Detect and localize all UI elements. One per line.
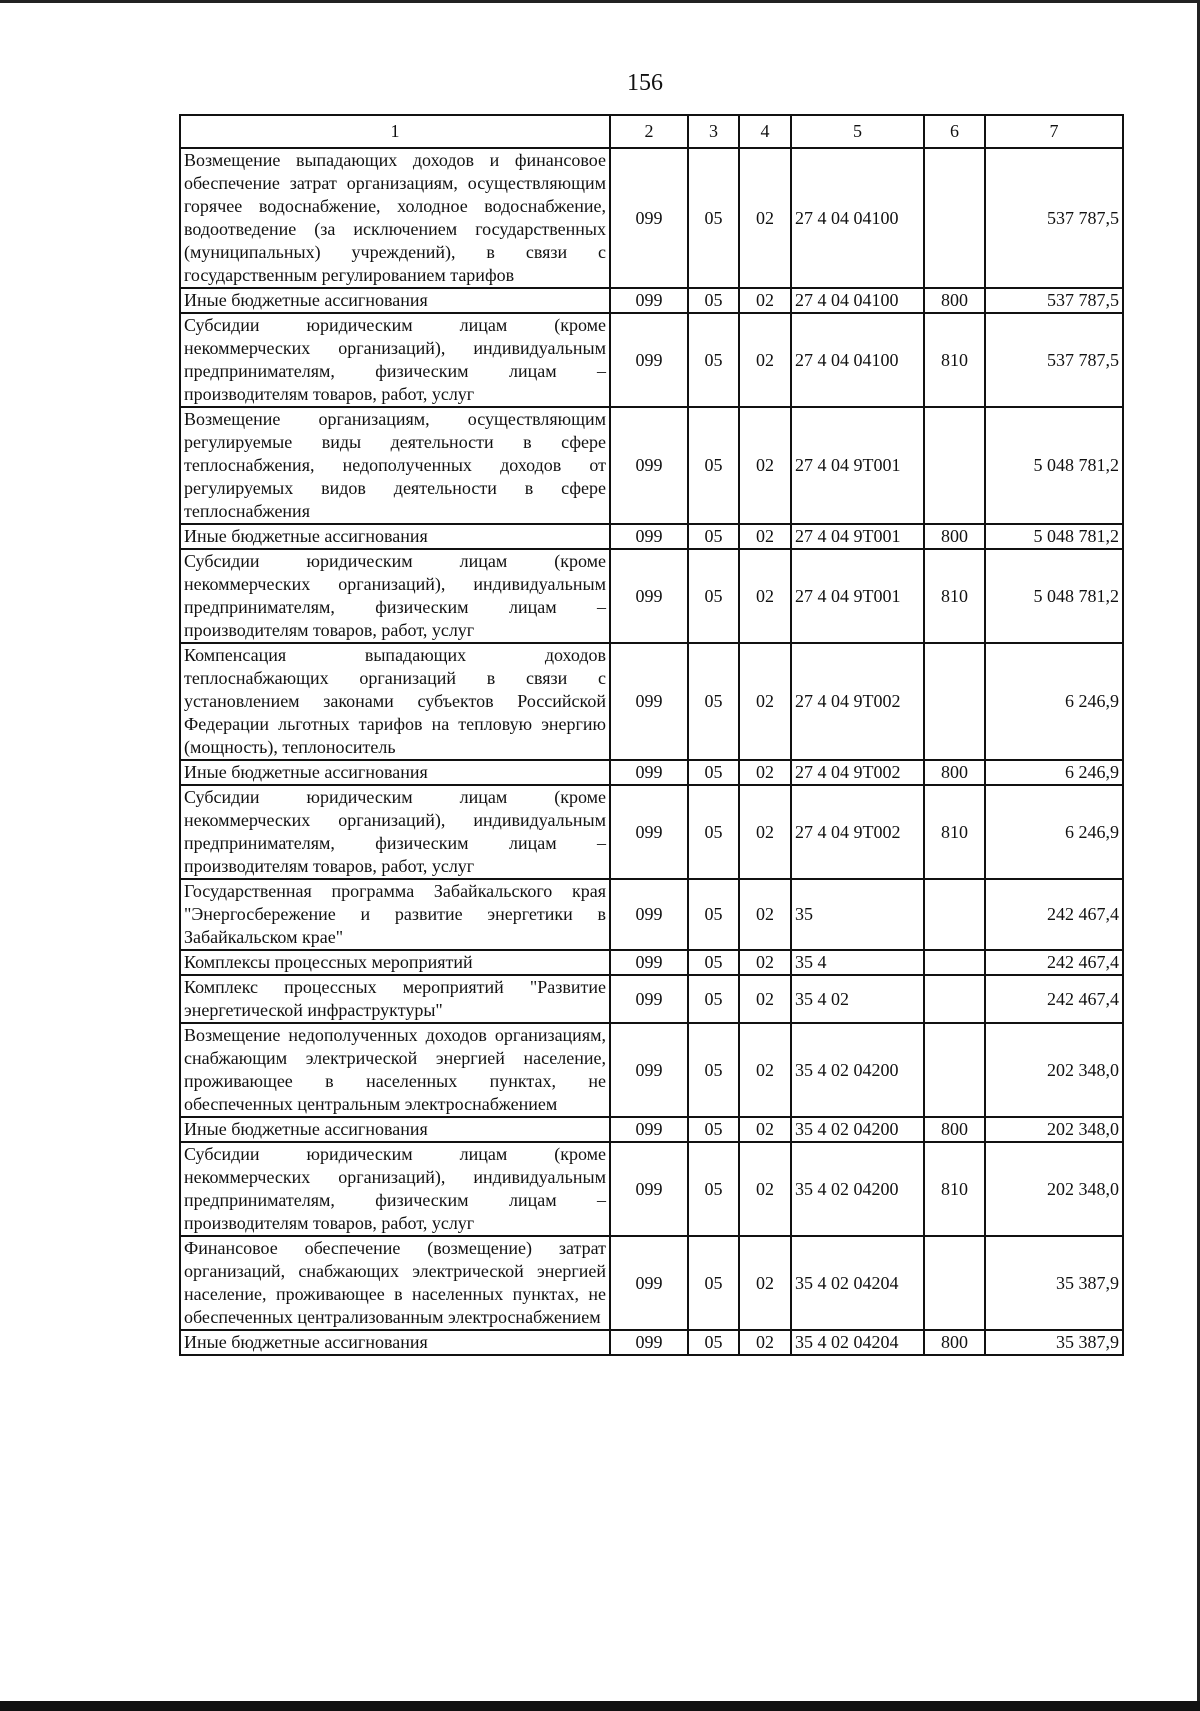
- admin-code: 099: [610, 975, 688, 1023]
- table-row: [180, 1236, 1123, 1330]
- target-article-code: 27 4 04 04100: [791, 313, 924, 407]
- table-body: [180, 148, 1123, 1355]
- expense-type-code: 810: [924, 313, 985, 407]
- expense-type-code: [924, 1236, 985, 1330]
- amount-value: 5 048 781,2: [985, 549, 1123, 643]
- amount-value: 537 787,5: [985, 148, 1123, 288]
- expense-type-code: 800: [924, 1330, 985, 1355]
- amount-value: 242 467,4: [985, 879, 1123, 950]
- subsection-code: 02: [739, 1236, 791, 1330]
- section-code: 05: [688, 288, 739, 313]
- section-code: 05: [688, 549, 739, 643]
- section-code: 05: [688, 1117, 739, 1142]
- admin-code: 099: [610, 313, 688, 407]
- expense-type-code: 800: [924, 288, 985, 313]
- scan-border-top: [0, 0, 1200, 3]
- amount-value: 202 348,0: [985, 1142, 1123, 1236]
- expense-type-code: [924, 879, 985, 950]
- admin-code: 099: [610, 785, 688, 879]
- amount-value: 202 348,0: [985, 1117, 1123, 1142]
- expense-type-code: [924, 1023, 985, 1117]
- column-header: 1: [180, 115, 610, 148]
- row-description: Возмещение организациям, осуществляющим регулируемые виды деятельности в сфере теплоснабжения, недополученных доходов от регулируемых видов деятельности в сфере теплоснабжения: [180, 407, 610, 524]
- scan-border-bottom: [0, 1701, 1200, 1711]
- table-row: [180, 1330, 1123, 1355]
- amount-value: 5 048 781,2: [985, 407, 1123, 524]
- expense-type-code: [924, 407, 985, 524]
- subsection-code: 02: [739, 524, 791, 549]
- section-code: 05: [688, 1236, 739, 1330]
- section-code: 05: [688, 785, 739, 879]
- subsection-code: 02: [739, 1023, 791, 1117]
- admin-code: 099: [610, 879, 688, 950]
- section-code: 05: [688, 975, 739, 1023]
- row-description: Субсидии юридическим лицам (кроме некоммерческих организаций), индивидуальным предпринимателям, физическим лицам – производителям товаров, работ, услуг: [180, 313, 610, 407]
- subsection-code: 02: [739, 288, 791, 313]
- target-article-code: 35 4 02 04204: [791, 1330, 924, 1355]
- table-row: [180, 288, 1123, 313]
- target-article-code: 27 4 04 9Т002: [791, 785, 924, 879]
- expense-type-code: 810: [924, 785, 985, 879]
- amount-value: 6 246,9: [985, 760, 1123, 785]
- admin-code: 099: [610, 1117, 688, 1142]
- subsection-code: 02: [739, 407, 791, 524]
- table-row: [180, 549, 1123, 643]
- row-description: Иные бюджетные ассигнования: [180, 760, 610, 785]
- table-row: [180, 950, 1123, 975]
- admin-code: 099: [610, 1236, 688, 1330]
- row-description: Комплексы процессных мероприятий: [180, 950, 610, 975]
- target-article-code: 27 4 04 9Т001: [791, 524, 924, 549]
- target-article-code: 27 4 04 04100: [791, 288, 924, 313]
- admin-code: 099: [610, 407, 688, 524]
- table-row: [180, 1142, 1123, 1236]
- row-description: Возмещение недополученных доходов организациям, снабжающим электрической энергией население, проживающее в населенных пунктах, не обеспеченных центральным электроснабжением: [180, 1023, 610, 1117]
- header-row: [180, 115, 1123, 148]
- table-row: [180, 975, 1123, 1023]
- row-description: Субсидии юридическим лицам (кроме некоммерческих организаций), индивидуальным предпринимателям, физическим лицам – производителям товаров, работ, услуг: [180, 1142, 610, 1236]
- subsection-code: 02: [739, 975, 791, 1023]
- target-article-code: 27 4 04 9Т001: [791, 407, 924, 524]
- subsection-code: 02: [739, 1330, 791, 1355]
- table-row: [180, 148, 1123, 288]
- amount-value: 242 467,4: [985, 975, 1123, 1023]
- table-row: [180, 407, 1123, 524]
- section-code: 05: [688, 950, 739, 975]
- amount-value: 537 787,5: [985, 313, 1123, 407]
- expense-type-code: 810: [924, 1142, 985, 1236]
- admin-code: 099: [610, 1023, 688, 1117]
- amount-value: 35 387,9: [985, 1330, 1123, 1355]
- amount-value: 6 246,9: [985, 785, 1123, 879]
- column-header: 7: [985, 115, 1123, 148]
- budget-table: [179, 114, 1124, 1356]
- target-article-code: 35 4 02 04200: [791, 1023, 924, 1117]
- table-row: [180, 1023, 1123, 1117]
- table-row: [180, 524, 1123, 549]
- section-code: 05: [688, 1142, 739, 1236]
- target-article-code: 35: [791, 879, 924, 950]
- amount-value: 537 787,5: [985, 288, 1123, 313]
- column-header: 2: [610, 115, 688, 148]
- subsection-code: 02: [739, 950, 791, 975]
- admin-code: 099: [610, 1330, 688, 1355]
- target-article-code: 35 4 02 04200: [791, 1117, 924, 1142]
- target-article-code: 27 4 04 9Т002: [791, 643, 924, 760]
- section-code: 05: [688, 313, 739, 407]
- admin-code: 099: [610, 760, 688, 785]
- row-description: Иные бюджетные ассигнования: [180, 1330, 610, 1355]
- admin-code: 099: [610, 549, 688, 643]
- column-header: 3: [688, 115, 739, 148]
- column-header: 5: [791, 115, 924, 148]
- subsection-code: 02: [739, 1117, 791, 1142]
- row-description: Компенсация выпадающих доходов теплоснабжающих организаций в связи с установлением законами субъектов Российской Федерации льготных тарифов на тепловую энергию (мощность), теплоноситель: [180, 643, 610, 760]
- admin-code: 099: [610, 1142, 688, 1236]
- target-article-code: 35 4 02: [791, 975, 924, 1023]
- row-description: Иные бюджетные ассигнования: [180, 288, 610, 313]
- expense-type-code: [924, 950, 985, 975]
- subsection-code: 02: [739, 643, 791, 760]
- target-article-code: 27 4 04 9Т001: [791, 549, 924, 643]
- admin-code: 099: [610, 524, 688, 549]
- expense-type-code: 800: [924, 760, 985, 785]
- section-code: 05: [688, 1023, 739, 1117]
- table-row: [180, 879, 1123, 950]
- table-row: [180, 760, 1123, 785]
- row-description: Иные бюджетные ассигнования: [180, 1117, 610, 1142]
- section-code: 05: [688, 643, 739, 760]
- column-header: 6: [924, 115, 985, 148]
- subsection-code: 02: [739, 760, 791, 785]
- target-article-code: 27 4 04 9Т002: [791, 760, 924, 785]
- amount-value: 242 467,4: [985, 950, 1123, 975]
- expense-type-code: 800: [924, 1117, 985, 1142]
- subsection-code: 02: [739, 879, 791, 950]
- admin-code: 099: [610, 288, 688, 313]
- amount-value: 5 048 781,2: [985, 524, 1123, 549]
- table-row: [180, 643, 1123, 760]
- subsection-code: 02: [739, 785, 791, 879]
- target-article-code: 35 4 02 04204: [791, 1236, 924, 1330]
- target-article-code: 35 4: [791, 950, 924, 975]
- expense-type-code: 810: [924, 549, 985, 643]
- row-description: Субсидии юридическим лицам (кроме некоммерческих организаций), индивидуальным предпринимателям, физическим лицам – производителям товаров, работ, услуг: [180, 785, 610, 879]
- row-description: Комплекс процессных мероприятий "Развитие энергетической инфраструктуры": [180, 975, 610, 1023]
- admin-code: 099: [610, 148, 688, 288]
- subsection-code: 02: [739, 313, 791, 407]
- expense-type-code: [924, 975, 985, 1023]
- amount-value: 6 246,9: [985, 643, 1123, 760]
- subsection-code: 02: [739, 148, 791, 288]
- expense-type-code: 800: [924, 524, 985, 549]
- amount-value: 202 348,0: [985, 1023, 1123, 1117]
- subsection-code: 02: [739, 1142, 791, 1236]
- amount-value: 35 387,9: [985, 1236, 1123, 1330]
- target-article-code: 27 4 04 04100: [791, 148, 924, 288]
- row-description: Субсидии юридическим лицам (кроме некоммерческих организаций), индивидуальным предпринимателям, физическим лицам – производителям товаров, работ, услуг: [180, 549, 610, 643]
- section-code: 05: [688, 760, 739, 785]
- page-number: 156: [627, 70, 663, 96]
- row-description: Государственная программа Забайкальского края "Энергосбережение и развитие энергетики в Забайкальском крае": [180, 879, 610, 950]
- column-header: 4: [739, 115, 791, 148]
- section-code: 05: [688, 148, 739, 288]
- section-code: 05: [688, 879, 739, 950]
- section-code: 05: [688, 524, 739, 549]
- target-article-code: 35 4 02 04200: [791, 1142, 924, 1236]
- section-code: 05: [688, 407, 739, 524]
- table-row: [180, 785, 1123, 879]
- admin-code: 099: [610, 643, 688, 760]
- expense-type-code: [924, 148, 985, 288]
- row-description: Финансовое обеспечение (возмещение) затрат организаций, снабжающих электрической энергией население, проживающее в населенных пунктах, не обеспеченных централизованным электроснабжением: [180, 1236, 610, 1330]
- table-row: [180, 1117, 1123, 1142]
- table-row: [180, 313, 1123, 407]
- expense-type-code: [924, 643, 985, 760]
- section-code: 05: [688, 1330, 739, 1355]
- row-description: Иные бюджетные ассигнования: [180, 524, 610, 549]
- row-description: Возмещение выпадающих доходов и финансовое обеспечение затрат организациям, осуществляющим горячее водоснабжение, холодное водоснабжение, водоотведение (за исключением государственных (муниципальных) учреждений), в связи с государственным регулированием тарифов: [180, 148, 610, 288]
- admin-code: 099: [610, 950, 688, 975]
- subsection-code: 02: [739, 549, 791, 643]
